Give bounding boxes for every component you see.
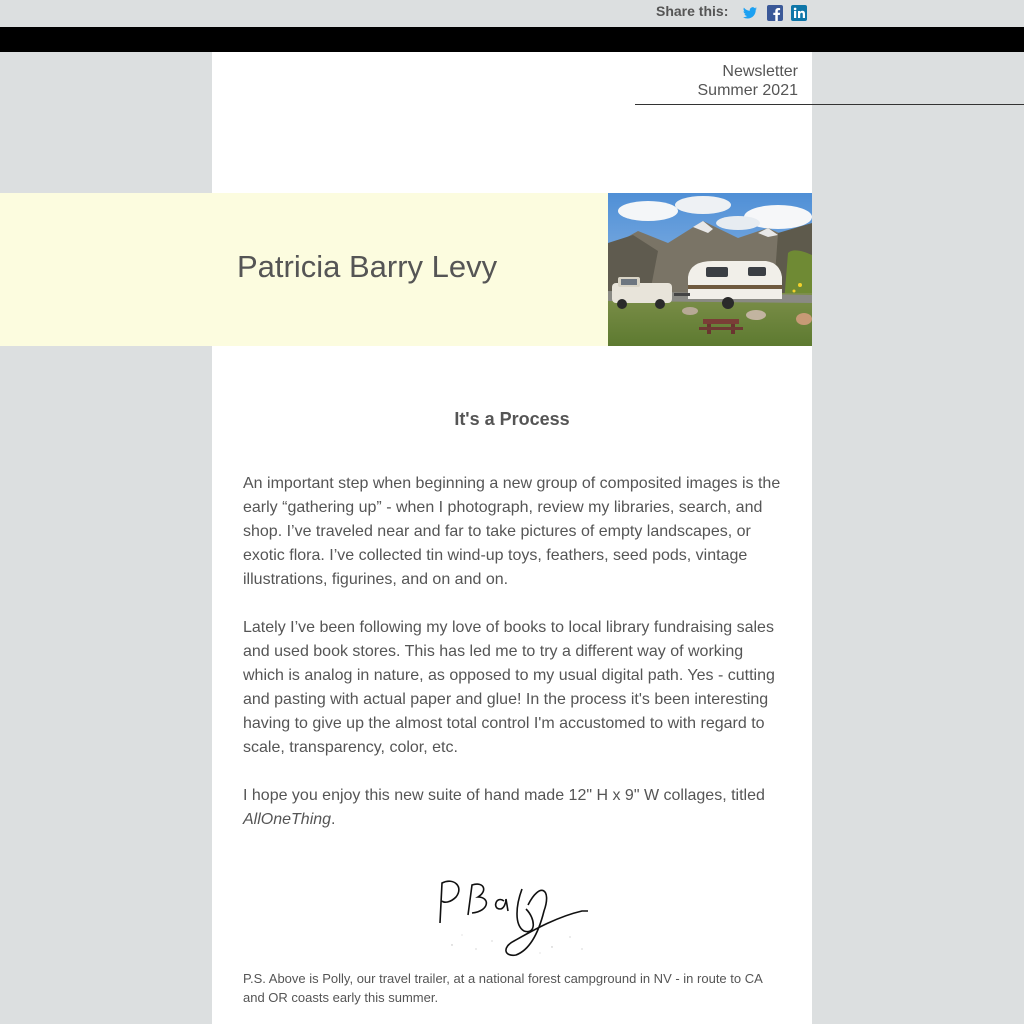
header-divider <box>635 104 1024 105</box>
postscript-caption: P.S. Above is Polly, our travel trailer, at a national forest campground in NV - in route to CA and OR coasts early this summer. <box>243 971 763 1005</box>
linkedin-icon[interactable] <box>791 5 807 21</box>
newsletter-title: Newsletter <box>722 63 798 80</box>
collection-title: AllOneThing <box>243 811 332 828</box>
newsletter-issue: Summer 2021 <box>697 82 798 99</box>
article-title: It's a Process <box>454 409 570 429</box>
header-photo-campground <box>608 193 812 346</box>
share-bar <box>0 0 1024 27</box>
paragraph-3-text: I hope you enjoy this new suite of hand made 12" H x 9" W collages, titled <box>243 787 765 804</box>
signature-image <box>432 875 592 960</box>
facebook-icon[interactable] <box>767 5 783 21</box>
share-label: Share this: <box>656 3 729 19</box>
article-paragraph-2: Lately I’ve been following my love of books to local library fundraising sales and used book stores. This has led me to try a different way of working which is analog in nature, as opposed to my usual digital path. Yes - cutting and pasting with actual paper and glue! In the process it's been interesting having to give up the almost total control I'm accustomed to with regard to scale, transparency, color, etc. <box>243 619 775 756</box>
top-black-bar <box>0 27 1024 52</box>
twitter-icon[interactable] <box>742 5 758 21</box>
artist-name: Patricia Barry Levy <box>237 249 498 284</box>
paragraph-3-period: . <box>331 811 336 828</box>
article-paragraph-3 <box>243 784 783 832</box>
article-paragraph-1: An important step when beginning a new group of composited images is the early “gathering up” - when I photograph, review my libraries, search, and shop. I’ve traveled near and far to take pictures of empty landscapes, or exotic flora. I’ve collected tin wind-up toys, feathers, seed pods, vintage illustrations, figurines, and on and on. <box>243 475 781 588</box>
newsletter-label <box>698 62 799 100</box>
